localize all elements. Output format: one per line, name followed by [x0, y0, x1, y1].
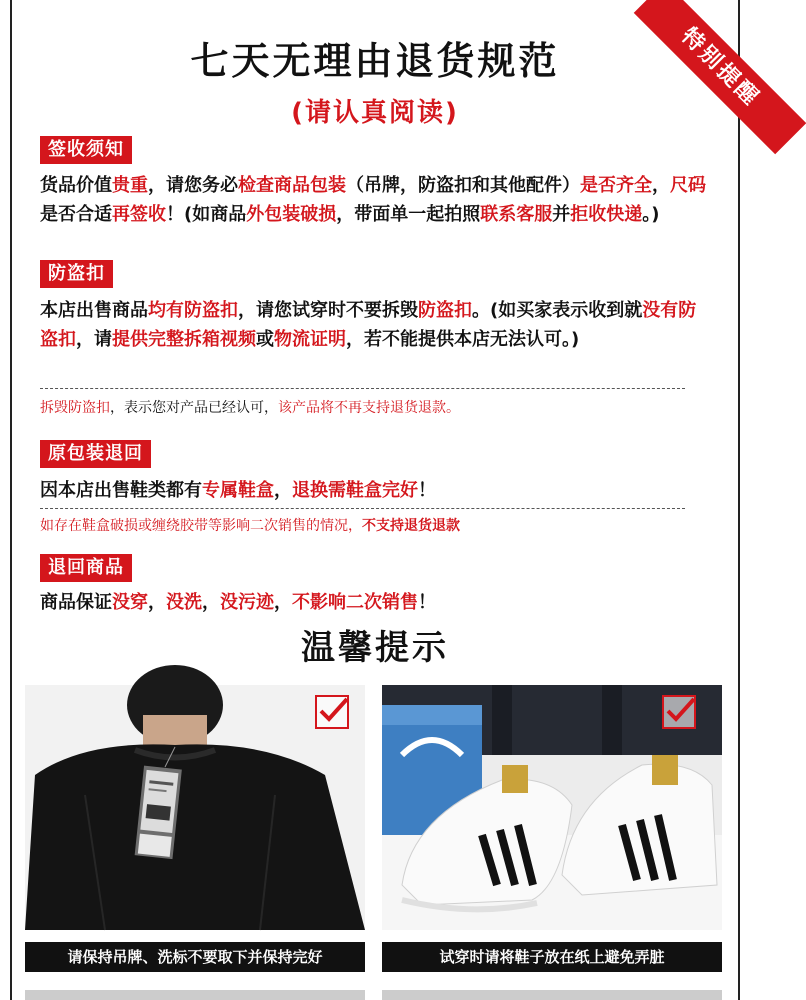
return-paragraph	[40, 588, 710, 617]
text-segment: ，	[202, 592, 220, 613]
check-icon	[662, 695, 696, 729]
next-photo-strip	[382, 990, 722, 1000]
ribbon-label: 特别提醒	[634, 0, 806, 154]
text-segment: 。(如买家表示收到就	[472, 300, 643, 321]
text-segment: ，	[148, 592, 166, 613]
highlight-segment: 拆毁防盗扣	[40, 400, 110, 416]
divider	[40, 388, 685, 389]
highlight-segment: 是否齐全	[580, 175, 652, 196]
anti-theft-paragraph	[40, 296, 710, 354]
highlight-segment: 没有防盗扣	[40, 300, 697, 350]
highlight-segment: 尺码	[670, 175, 706, 196]
highlight-segment: 拒收快递	[570, 204, 643, 225]
next-photo-strip	[25, 990, 365, 1000]
photo-sneakers	[382, 685, 722, 930]
highlight-segment: 没污迹	[220, 592, 274, 613]
text-segment: ，	[274, 592, 292, 613]
tag-anti-theft: 防盗扣	[40, 260, 113, 288]
highlight-segment: 提供完整拆箱视频	[112, 329, 256, 350]
text-segment: 是否合适	[40, 204, 112, 225]
highlight-segment: 检查商品包装	[238, 175, 346, 196]
tag-sign: 签收须知	[40, 136, 132, 164]
packaging-note	[40, 516, 710, 536]
text-segment: 或	[256, 329, 274, 350]
highlight-segment: 均有防盗扣	[148, 300, 238, 321]
text-segment: （吊牌，防盗扣和其他配件）	[346, 175, 580, 196]
text-segment: ，表示您对产品已经认可，	[110, 400, 278, 416]
highlight-segment: 退换需鞋盒完好	[292, 480, 418, 501]
jacket-illustration	[25, 685, 365, 930]
text-segment: 。)	[642, 204, 660, 225]
text-segment: ，请您务必	[148, 175, 238, 196]
highlight-segment: 不影响二次销售	[292, 592, 418, 613]
left-caption: 请保持吊牌、洗标不要取下并保持完好	[25, 942, 365, 972]
text-segment: ，若不能提供本店无法认可。)	[346, 329, 580, 350]
packaging-paragraph	[40, 476, 710, 505]
text-segment: 本店出售商品	[40, 300, 148, 321]
text-segment: 因本店出售鞋类都有	[40, 480, 202, 501]
text-segment: ，请您试穿时不要拆毁	[238, 300, 418, 321]
text-segment: 商品保证	[40, 592, 112, 613]
highlight-segment: 物流证明	[274, 329, 346, 350]
highlight-segment: 没洗	[166, 592, 202, 613]
text-segment: ，	[274, 480, 292, 501]
text-segment: 货品价值	[40, 175, 112, 196]
highlight-segment: 防盗扣	[418, 300, 472, 321]
sign-paragraph	[40, 171, 710, 229]
corner-ribbon	[600, 0, 765, 150]
highlight-segment: 再签收	[112, 204, 166, 225]
highlight-segment: 专属鞋盒	[202, 480, 274, 501]
divider	[40, 508, 685, 509]
text-segment: ！	[418, 480, 436, 501]
tips-title: 温馨提示	[301, 628, 449, 668]
tag-return: 退回商品	[40, 554, 132, 582]
right-caption: 试穿时请将鞋子放在纸上避免弄脏	[382, 942, 722, 972]
highlight-segment: 不支持退货退款	[362, 518, 460, 534]
highlight-segment: 没穿	[112, 592, 148, 613]
text-segment: 并	[552, 204, 571, 225]
text-segment: ，	[652, 175, 670, 196]
text-segment: ，请	[76, 329, 112, 350]
highlight-segment: 如存在鞋盒破损或缠绕胶带等影响二次销售的情况，	[40, 518, 362, 534]
highlight-segment: 联系客服	[480, 204, 553, 225]
page-subtitle: (请认真阅读)	[291, 98, 459, 128]
anti-theft-note	[40, 398, 710, 418]
text-segment: ！	[418, 592, 436, 613]
photo-hangtag	[25, 685, 365, 930]
text-segment: ，带面单一起拍照	[336, 204, 481, 225]
highlight-segment: 贵重	[112, 175, 148, 196]
check-icon	[315, 695, 349, 729]
highlight-segment: 该产品将不再支持退货退款。	[278, 400, 460, 416]
page-title: 七天无理由退货规范	[190, 39, 560, 83]
text-segment: ！(如商品	[166, 204, 247, 225]
highlight-segment: 外包装破损	[246, 204, 337, 225]
tag-packaging: 原包装退回	[40, 440, 151, 468]
